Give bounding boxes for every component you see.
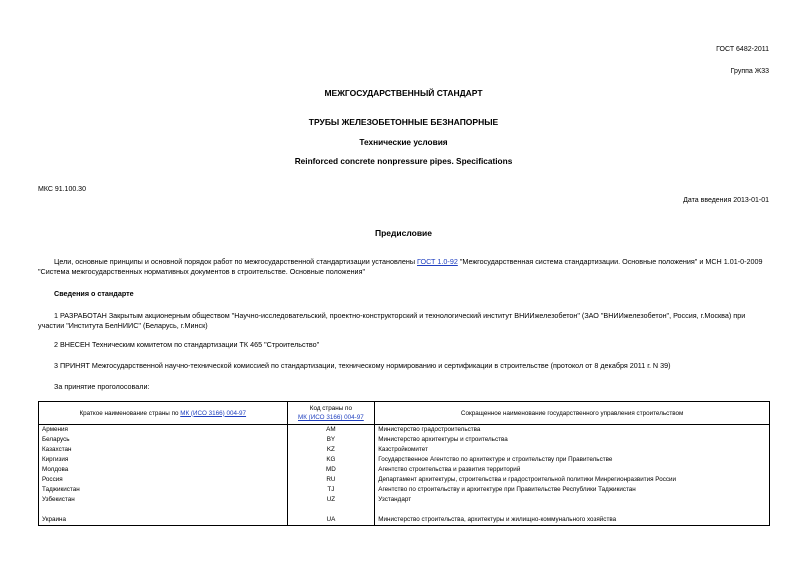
group-code: Группа Ж33 (730, 68, 769, 75)
gost-number: ГОСТ 6482-2011 (716, 46, 769, 53)
table-row (39, 475, 770, 485)
info-heading: Сведения о стандарте (54, 289, 134, 298)
country-cell: Армения (39, 425, 288, 436)
country-cell: Молдова (39, 465, 288, 475)
country-cell: Украина (39, 515, 288, 526)
header-country-name: Краткое наименование страны по МК (ИСО 3166) 004-97 (39, 402, 288, 425)
intro-date: Дата введения 2013-01-01 (683, 197, 769, 204)
country-cell: Беларусь (39, 435, 288, 445)
mk-iso-3166-link[interactable]: МК (ИСО 3166) 004-97 (297, 414, 364, 421)
paragraph-text: Цели, основные принципы и основной порядок работ по межгосударственной стандартизации установлены (54, 257, 418, 266)
agency-cell: Министерство градостроительства (375, 425, 770, 436)
country-cell (39, 505, 288, 515)
table-row (39, 435, 770, 445)
standard-type: МЕЖГОСУДАРСТВЕННЫЙ СТАНДАРТ (324, 88, 483, 98)
gost-1-0-92-link[interactable]: ГОСТ 1.0-92 (417, 257, 458, 266)
agency-cell: Агентство по строительству и архитектуре при Правительстве Республики Таджикистан (375, 485, 770, 495)
code-cell: RU (287, 475, 375, 485)
title-english: Reinforced concrete nonpressure pipes. Specifications (294, 156, 513, 166)
table-row (39, 455, 770, 465)
page-subtitle: Технические условия (359, 137, 448, 147)
code-cell: BY (287, 435, 375, 445)
code-cell: UZ (287, 495, 375, 505)
mk-iso-3166-link[interactable]: МК (ИСО 3166) 004-97 (180, 409, 247, 417)
country-cell: Киргизия (39, 455, 288, 465)
code-cell: MD (287, 465, 375, 475)
code-cell: KZ (287, 445, 375, 455)
foreword-paragraph-1 (38, 257, 770, 277)
table-row (39, 505, 770, 515)
country-cell: Узбекистан (39, 495, 288, 505)
code-cell: UA (287, 515, 375, 526)
voted-label: За принятие проголосовали: (54, 382, 150, 391)
country-cell: Таджикистан (39, 485, 288, 495)
agency-cell: Департамент архитектуры, строительства и градостроительной политики Минрегионразвития России (375, 475, 770, 485)
country-cell: Казахстан (39, 445, 288, 455)
agency-cell: Агентство строительства и развития территорий (375, 465, 770, 475)
table-row (39, 425, 770, 436)
table-row (39, 515, 770, 526)
agency-cell: Министерство строительства, архитектуры и жилищно-коммунального хозяйства (375, 515, 770, 526)
code-cell: KG (287, 455, 375, 465)
agency-cell: Казстройкомитет (375, 445, 770, 455)
code-cell: TJ (287, 485, 375, 495)
item-3-adopted: 3 ПРИНЯТ Межгосударственной научно-технической комиссией по стандартизации, техническому нормированию и сертификации в строительстве (протокол от 8 декабря 2011 г. N 39) (54, 361, 671, 370)
paragraph-text: "Межгосударственная система стандартизации. Основные положения" и МСН 1.01-0-2009 "Система межгосударственных нормативных документов в строительстве. Основные положения" (38, 257, 763, 276)
table-row (39, 495, 770, 505)
table-row (39, 445, 770, 455)
agency-cell (375, 505, 770, 515)
table-row (39, 485, 770, 495)
code-cell: AM (287, 425, 375, 436)
table-row (39, 465, 770, 475)
voting-countries-table (38, 401, 770, 526)
item-2-introduced: 2 ВНЕСЕН Техническим комитетом по стандартизации ТК 465 "Строительство" (54, 340, 320, 349)
page-title: ТРУБЫ ЖЕЛЕЗОБЕТОННЫЕ БЕЗНАПОРНЫЕ (308, 117, 499, 127)
header-country-code: Код страны по МК (ИСО 3166) 004-97 (287, 402, 375, 425)
foreword-heading: Предисловие (374, 228, 433, 238)
country-cell: Россия (39, 475, 288, 485)
code-cell (287, 505, 375, 515)
agency-cell: Министерство архитектуры и строительства (375, 435, 770, 445)
mks-code: МКС 91.100.30 (38, 186, 86, 193)
item-1-developed: 1 РАЗРАБОТАН Закрытым акционерным обществом "Научно-исследовательский, проектно-конструкторский и технологический институт ВНИИжелезобетон" (ЗАО "ВНИИжелезобетон", Россия, г.Москва) при участии "Института БелНИИС" (Беларусь, г.Минск) (38, 311, 746, 330)
agency-cell: Государственное Агентство по архитектуре и строительству при Правительстве (375, 455, 770, 465)
agency-cell: Узстандарт (375, 495, 770, 505)
header-agency-name: Сокращенное наименование государственного управления строительством (375, 402, 770, 425)
table-header-row (39, 402, 770, 425)
